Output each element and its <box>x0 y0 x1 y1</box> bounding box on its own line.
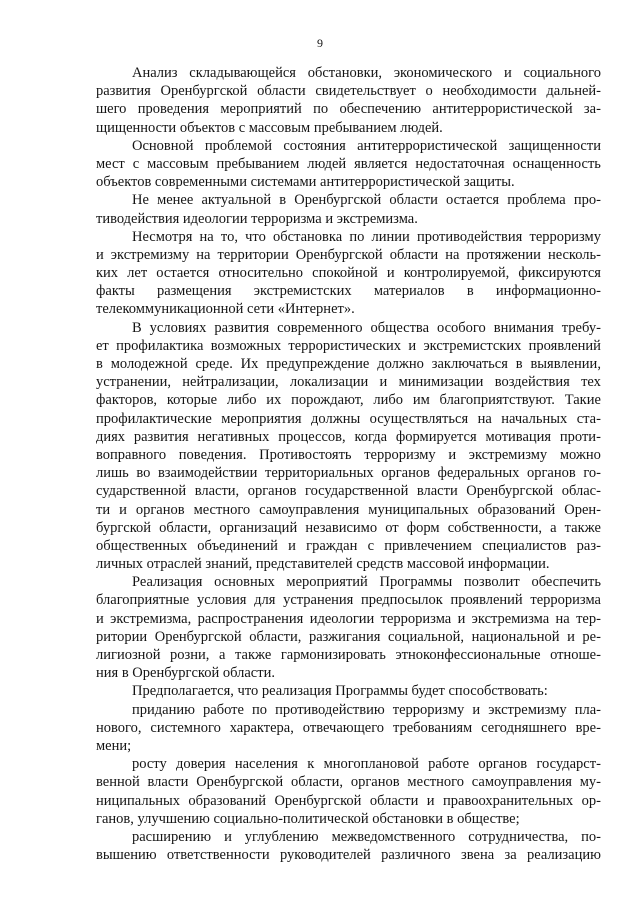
text-line: устранении, нейтрализации, локализации и минимизации воздействия тех <box>96 374 601 391</box>
paragraph <box>96 191 601 227</box>
text-line: расширению и углублению межведомственного сотрудничества, по- <box>132 828 601 845</box>
text-line: нового, системного характера, отвечающего требованиям сегодняшнего вре- <box>96 719 601 736</box>
text-line: телекоммуникационной сети «Интернет». <box>96 301 355 318</box>
text-line: факты размещения экстремистских материалов в информационно- <box>96 283 601 300</box>
text-line: благоприятные условия для устранения предпосылок проявлений терроризма <box>96 592 601 609</box>
text-line: в молодежной среде. Их предупреждение должно заключаться в выявлении, <box>96 356 601 372</box>
text-line: В условиях развития современного общества особого внимания требу- <box>132 319 601 336</box>
text-line: Анализ складывающейся обстановки, экономического и социального <box>132 65 601 81</box>
text-line: диях развития негативных процессов, когда формируется мотивация проти- <box>96 428 601 445</box>
paragraph <box>96 319 601 574</box>
text-line: ритории Оренбургской области, разжигания социальной, национальной и ре- <box>96 628 601 645</box>
text-line: общественных объединений и граждан с привлечением специалистов раз- <box>96 537 601 554</box>
paragraph <box>96 682 601 700</box>
text-line: и экстремизму на территории Оренбургской области на протяжении несколь- <box>96 246 601 263</box>
page-number: 9 <box>317 36 323 50</box>
text-line: ти и органов местного самоуправления муниципальных образований Орен- <box>96 501 601 518</box>
text-line: приданию работе по противодействию терроризму и экстремизму пла- <box>132 701 601 718</box>
text-line: мени; <box>96 737 132 754</box>
text-line: объектов современными системами антитеррористической защиты. <box>96 174 515 191</box>
text-line: Основной проблемой состояния антитеррористической защищенности <box>132 137 601 154</box>
paragraph <box>96 828 601 864</box>
text-line: щищенности объектов с массовым пребыванием людей. <box>96 119 443 136</box>
text-line: вышению ответственности руководителей различного звена за реализацию <box>96 847 601 864</box>
text-line: лигиозной розни, а также гармонизировать этноконфессиональные отноше- <box>96 647 601 663</box>
text-line: ет профилактика возможных террористических и экстремистских проявлений <box>96 337 601 354</box>
text-line: ния в Оренбургской области. <box>96 665 275 682</box>
text-line: факторов, которые либо их порождают, либо им благоприятствуют. Такие <box>96 392 601 409</box>
text-line: Предполагается, что реализация Программы будет способствовать: <box>132 683 548 700</box>
text-line: воправного поведения. Противостоять терроризму и экстремизму можно <box>96 446 601 463</box>
text-line: развития Оренбургской области свидетельствует о необходимости дальней- <box>96 83 601 100</box>
text-line: росту доверия населения к многоплановой работе органов государст- <box>132 756 601 773</box>
paragraph <box>96 64 601 137</box>
text-line: Не менее актуальной в Оренбургской области остается проблема про- <box>132 192 601 209</box>
body-text <box>96 64 601 864</box>
paragraph <box>96 573 601 682</box>
text-line: Реализация основных мероприятий Программы позволит обеспечить <box>132 574 601 591</box>
text-line: и экстремизма, распространения идеологии терроризма и экстремизма на тер- <box>96 610 601 627</box>
paragraph <box>96 701 601 756</box>
text-line: профилактические мероприятия должны осуществляться на начальных ста- <box>96 410 601 427</box>
text-line: тиводействия идеологии терроризма и экстремизма. <box>96 210 418 227</box>
paragraph <box>96 228 601 319</box>
text-line: бургской области, организаций независимо от форм собственности, а также <box>96 519 601 536</box>
text-line: личных отраслей знаний, представителей средств массовой информации. <box>96 556 550 573</box>
text-line: ганов, улучшению социально-политической обстановки в обществе; <box>96 810 520 827</box>
text-line: ких лет остается относительно спокойной и контролируемой, фиксируются <box>96 265 601 282</box>
text-line: венной власти Оренбургской области, органов местного самоуправления му- <box>96 774 601 791</box>
text-line: лишь во взаимодействии территориальных органов федеральных органов го- <box>96 465 601 482</box>
text-line: мест с массовым пребыванием людей является недостаточная оснащенность <box>96 155 601 172</box>
text-line: Несмотря на то, что обстановка по линии противодействия терроризму <box>132 228 601 245</box>
text-line: сударственной власти, органов государственной власти Оренбургской облас- <box>96 483 601 500</box>
text-line: ниципальных образований Оренбургской области и правоохранительных ор- <box>96 792 601 809</box>
paragraph <box>96 137 601 192</box>
text-line: шего проведения мероприятий по обеспечению антитеррористической за- <box>96 101 601 118</box>
paragraph <box>96 755 601 828</box>
